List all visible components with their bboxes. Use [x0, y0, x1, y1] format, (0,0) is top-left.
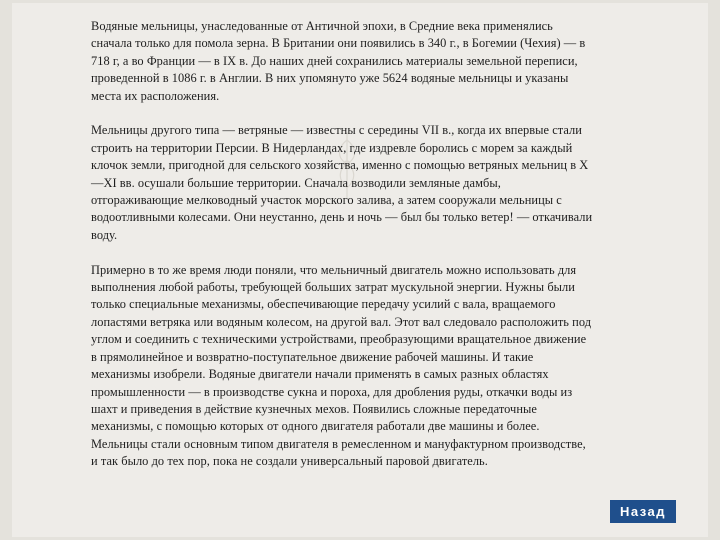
- back-button[interactable]: Назад: [610, 500, 676, 523]
- paragraph-wind-mills: Мельницы другого типа — ветряные — известны с середины VII в., когда их впервые стали строить на территории Персии. В Нидерландах, где издревле боролись с морем за каждый клочок земли, пригодной для сельского хозяйства, именно с помощью ветряных мельниц в X —XI вв. осушали большие территории. Сначала возводили земляные дамбы, отгораживающие мелководный участок морского залива, а затем сооружали мельницы с водоотливными колесами. Они неустанно, день и ночь — был бы только ветер! — откачивали воду.: [91, 123, 593, 242]
- article-text: [91, 18, 671, 471]
- paragraph-water-mills: Водяные мельницы, унаследованные от Античной эпохи, в Средние века применялись сначала только для помола зерна. В Британии они появились в 340 г., в Богемии (Чехия) — в 718 г, а во Франции — в IX в. До наших дней сохранились материалы земельной переписи, проведенной в 1086 г. в Англии. В них упомянуто уже 5624 водяные мельницы и указаны места их расположения.: [91, 19, 586, 103]
- paragraph-mechanisms: Примерно в то же время люди поняли, что мельничный двигатель можно использовать для выполнения любой работы, требующей больших затрат мускульной энергии. Нужны были только специальные механизмы, обеспечивающие передачу усилий с вала, вращаемого лопастями ветряка или водяным колесом, на другой вал. Этот вал следовало расположить под углом и соединить с техническими устройствами, преобразующими вращательное движение в прямолинейное и возвратно-поступательное движение рабочей машины. И такие механизмы изобрели. Водяные двигатели начали применять в самых разных областях промышленности — в производстве сукна и пороха, для дробления руды, откачки воды из шахт и приведения в действие кузнечных мехов. Появились сложные передаточные механизмы, с помощью которых от одного двигателя работали две машины и более. Мельницы стали основным типом двигателя в ремесленном и мануфактурном производстве, и так было до тех пор, пока не создали универсальный паровой двигатель.: [91, 262, 592, 469]
- bullet-icon: [56, 21, 70, 35]
